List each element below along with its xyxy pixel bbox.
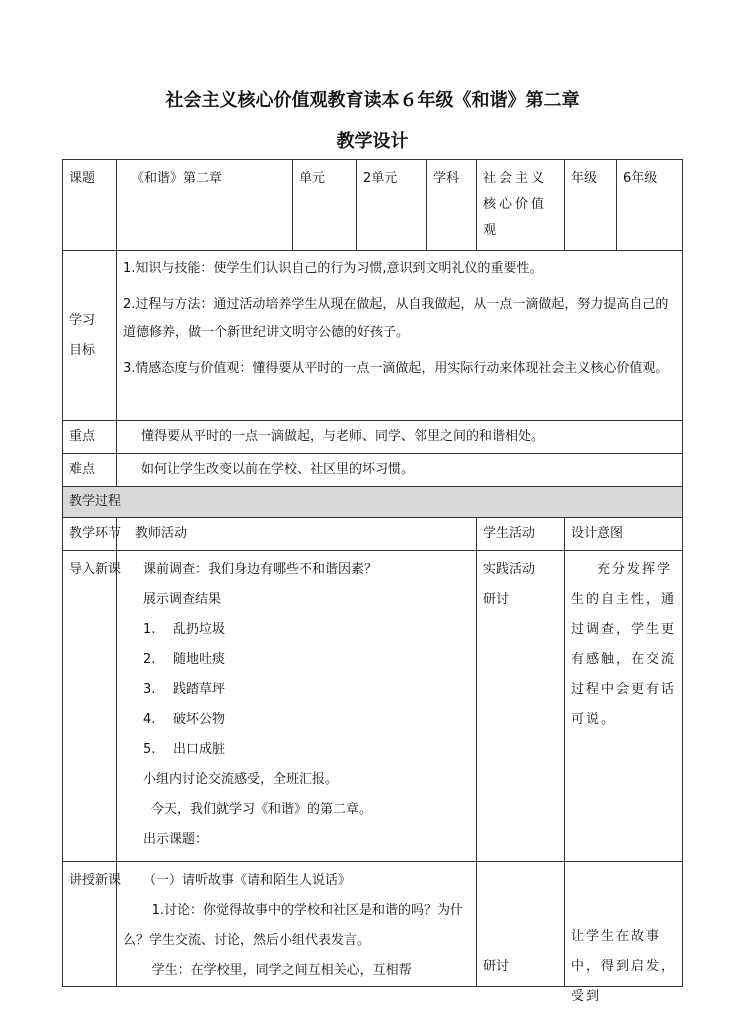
key-point-label: 重点 <box>69 429 96 444</box>
stage-intro-student-2: 研讨 <box>483 592 510 607</box>
course-label: 课题 <box>69 171 96 186</box>
col-student: 学生活动 <box>483 526 536 541</box>
stage-intro-name: 导入新课 <box>69 562 122 577</box>
survey-list-item: 4. 破坏公物 <box>143 712 226 727</box>
objective-item-2: 2.过程与方法：通过活动培养学生从现在做起，从自我做起，从一点一滴做起，努力提高自己的道德修养，做一个新世纪讲文明守公德的好孩子。 <box>123 297 669 340</box>
stage-teach-row <box>63 862 683 987</box>
grade-value: 6年级 <box>623 171 658 186</box>
stage-teach-design: 让学生在故事中，得到启发，受到 <box>571 929 677 1004</box>
lesson-plan-table <box>62 159 683 1004</box>
stage-teach-discussion: 1.讨论：你觉得故事中的学校和社区是和谐的吗？为什么？学生交流、讨论，然后小组代表发言。 <box>123 903 463 948</box>
survey-list-item: 2. 随地吐痰 <box>143 652 226 667</box>
objectives-label: 学习目标 <box>69 312 96 358</box>
subject-value: 社会主义核心价值观 <box>483 171 548 238</box>
survey-list-item: 3. 践踏草坪 <box>143 682 226 697</box>
stage-intro-discuss: 小组内讨论交流感受，全班汇报。 <box>143 772 339 787</box>
info-row <box>63 160 683 251</box>
stage-intro-today: 今天，我们就学习《和谐》的第二章。 <box>151 802 373 817</box>
stage-teach-name: 讲授新课 <box>69 873 122 888</box>
difficulty-row <box>63 454 683 487</box>
process-header-row <box>63 487 683 518</box>
col-teacher: 教师活动 <box>135 526 188 541</box>
col-stage: 教学环节 <box>69 526 122 541</box>
process-header: 教学过程 <box>69 494 122 509</box>
stage-intro-design: 充分发挥学生的自主性，通过调查，学生更有感触，在交流过程中会更有话可说。 <box>571 562 677 727</box>
col-design: 设计意图 <box>571 526 624 541</box>
stage-teach-student-answer: 学生：在学校里，同学之间互相关心，互相帮 <box>151 963 412 978</box>
objective-item-3: 3.情感态度与价值观：懂得要从平时的一点一滴做起，用实际行动来体现社会主义核心价值观。 <box>123 361 669 376</box>
process-columns-row <box>63 518 683 551</box>
stage-intro-survey: 课前调查：我们身边有哪些不和谐因素？ <box>143 562 378 577</box>
subject-label: 学科 <box>433 171 460 186</box>
objectives-row <box>63 251 683 421</box>
objective-item-1: 1.知识与技能：使学生们认识自己的行为习惯,意识到文明礼仪的重要性。 <box>123 261 543 276</box>
stage-intro-show: 展示调查结果 <box>143 592 222 607</box>
course-value: 《和谐》第二章 <box>131 171 223 186</box>
stage-teach-student: 研讨 <box>483 959 510 974</box>
unit-label: 单元 <box>299 171 326 186</box>
unit-value: 2单元 <box>363 171 398 186</box>
survey-list-item: 5. 出口成脏 <box>143 742 226 757</box>
difficulty-text: 如何让学生改变以前在学校、社区里的坏习惯。 <box>141 462 415 477</box>
stage-teach-story: （一）请听故事《请和陌生人说话》 <box>143 873 352 888</box>
document-title: 社会主义核心价值观教育读本６年级《和谐》第二章 <box>165 90 580 111</box>
stage-intro-topic: 出示课题： <box>143 832 209 847</box>
grade-label: 年级 <box>571 171 598 186</box>
key-point-text: 懂得要从平时的一点一滴做起，与老师、同学、邻里之间的和谐相处。 <box>141 429 545 444</box>
difficulty-label: 难点 <box>69 462 96 477</box>
survey-list-item: 1. 乱扔垃圾 <box>143 622 226 637</box>
key-point-row <box>63 421 683 454</box>
stage-intro-student-1: 实践活动 <box>483 562 536 577</box>
document-subtitle: 教学设计 <box>336 131 409 152</box>
stage-intro-row <box>63 551 683 862</box>
